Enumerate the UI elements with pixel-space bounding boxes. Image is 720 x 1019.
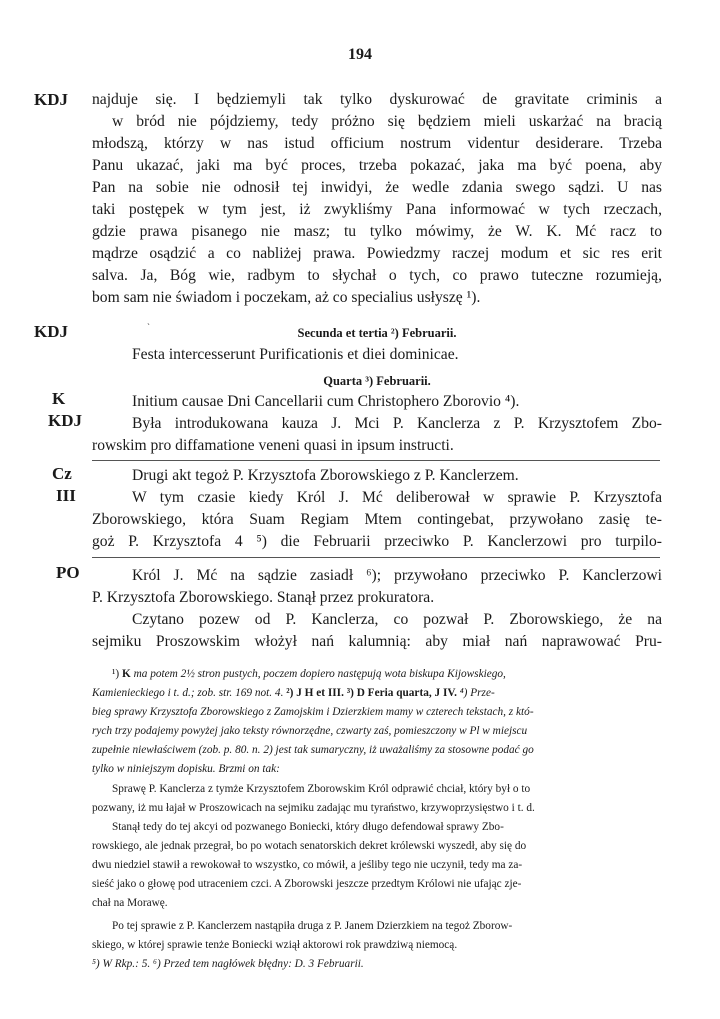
footnote-text: ma potem 2½ stron pustych, poczem dopiero następują wota biskupa Kijowskiego,: [130, 668, 506, 680]
footnote-line: ⁵) W Rkp.: 5. ⁶) Przed tem nagłówek błędny: D. 3 Februarii.: [92, 958, 364, 970]
footnote-line: rowskiego, ale jednak przegrał, bo po wotach senatorskich dekret królewski wyszedł, aby się do: [92, 840, 527, 852]
footnote-marker: ¹): [112, 668, 122, 680]
text-line: sejmiku Proszowskim włożył nań kalumnią: aby miał nań naprawować Pru-: [92, 633, 662, 650]
text-line: W tym czasie kiedy Król J. Mć deliberował w sprawie P. Krzysztofa: [132, 489, 662, 506]
text-line: Król J. Mć na sądzie zasiadł ⁶); przywołano przeciwko P. Kanclerzowi: [132, 567, 662, 584]
siglum-kdj-3: KDJ: [48, 411, 82, 430]
footnote-text: ²) J H et III. ³) D Feria quarta, J IV.: [283, 687, 460, 699]
text-line: Panu ukazać, jaki ma być proces, trzeba pokazać, jaka ma być poena, aby: [92, 157, 662, 174]
footnote-line: rych trzy podajemy powyżej jako teksty równorzędne, czwarty zaś, pomieszczony w Pl w miejscu: [92, 725, 528, 737]
text-line: najduje się. I będziemyli tak tylko dyskurować de gravitate criminis a: [92, 91, 662, 108]
footnote-text: Kamienieckiego i t. d.; zob. str. 169 not. 4.: [92, 687, 284, 699]
footnote-line: [112, 665, 660, 685]
footnote-line: Sprawę P. Kanclerza z tymże Krzysztofem Zborowskim Król odprawić chciał, który był o to: [112, 783, 531, 795]
text-line: gdzie prawa pisanego nie masz; tu tylko mówimy, że W. K. Mć racz to: [92, 223, 662, 240]
siglum-kdj-1: KDJ: [34, 90, 68, 109]
footnote-line: sieść jako o głowę pod utraceniem czci. A Zborowski jeszcze przedtym Królowi nie ufając zje-: [92, 878, 522, 890]
siglum-k-ref: K: [121, 668, 131, 680]
text-line: w bród nie pójdziemy, tedy próżno się będziem mieli uskarżać na bracią: [112, 113, 662, 130]
text-line: bom sam nie świadom i poczekam, aż co specialius usłyszę ¹).: [92, 289, 481, 306]
page-number: 194: [348, 46, 372, 63]
footnote-line: dwu niedziel stawił a rewokował to wszystko, co mówił, a jeśliby tego nie uczynił, tedy ma za-: [92, 859, 523, 871]
siglum-cz: Cz: [52, 464, 72, 483]
text-line: Czytano pozew od P. Kanclerza, co pozwał P. Zborowskiego, że na: [132, 611, 662, 628]
footnote-text: ⁴) Prze-: [459, 687, 495, 699]
footnote-line: tylko w niniejszym dopisku. Brzmi on tak:: [92, 763, 280, 775]
text-line: rowskim pro diffamatione veneni quasi in ipsum instructi.: [92, 437, 454, 454]
siglum-k: K: [52, 389, 66, 408]
text-line: taki postępek w tym jest, iż zwykliśmy Pana informować w tych rzeczach,: [92, 201, 662, 218]
footnote-line: skiego, w której sprawie tenże Boniecki wziął aktorowi rok prawdziwą niemocą.: [92, 939, 458, 951]
footnote-line: Stanął tedy do tej akcyi od pozwanego Boniecki, który długo defendował sprawy Zbo-: [112, 821, 504, 833]
footnote-line: zupełnie niewłaściwem (zob. p. 80. n. 2) jest tak sumaryczny, iż uważaliśmy za stosowne podać go: [92, 744, 534, 756]
text-line: mądrze osądzić a co nabliżej prawa. Powiedzmy raczej modum et sic res erit: [92, 245, 662, 262]
text-line: Była introdukowana kauza J. Mci P. Kanclerza z P. Krzysztofem Zbo-: [132, 415, 662, 432]
text-line: Festa intercesserunt Purificationis et diei dominicae.: [132, 346, 459, 363]
text-line: Initium causae Dni Cancellarii cum Christophero Zborovio ⁴).: [132, 393, 520, 410]
footnote-line: bieg sprawy Krzysztofa Zborowskiego z Zamojskim i Dzierzkiem mamy w czterech tekstach, z któ-: [92, 706, 534, 718]
footnote-line: chał na Morawę.: [92, 897, 168, 909]
margin-mark: `: [147, 322, 150, 332]
divider: [92, 460, 660, 461]
section-heading: Secunda et tertia ²) Februarii.: [297, 326, 457, 340]
section-heading: Quarta ³) Februarii.: [323, 374, 431, 388]
siglum-kdj-2: KDJ: [34, 322, 68, 341]
text-line: goż P. Krzysztofa 4 ⁵) die Februarii przeciwko P. Kanclerzowi pro turpilo-: [92, 533, 662, 550]
text-line: salva. Ja, Bóg wie, radbym to słychał o tych, co prawo tuteczne rozumieją,: [92, 267, 662, 284]
text-line: P. Krzysztofa Zborowskiego. Stanął przez prokuratora.: [92, 589, 435, 606]
footnote-line: pozwany, iż mu łajał w Proszowicach na sejmiku zadając mu tyraństwo, krzywoprzysięstwo i t. d.: [92, 802, 535, 814]
divider: [92, 557, 660, 558]
text-line: Zborowskiego, która Suam Regiam Mtem contingebat, przywołano zasię te-: [92, 511, 662, 528]
text-line: Pan na sobie nie odnosił tej inwidyi, że wedle zdania swego sądzi. U nas: [92, 179, 662, 196]
text-line: młodszą, którzy w nas istud officium nostrum videntur desiderare. Trzeba: [92, 135, 662, 152]
siglum-po: PO: [56, 563, 80, 582]
text-line: Drugi akt tegoż P. Krzysztofa Zborowskiego z P. Kanclerzem.: [132, 467, 519, 484]
footnote-line: [92, 684, 660, 704]
footnote-line: Po tej sprawie z P. Kanclerzem nastąpiła druga z P. Janem Dzierzkiem na tegoż Zborow-: [112, 920, 513, 932]
siglum-iii: III: [56, 486, 76, 505]
